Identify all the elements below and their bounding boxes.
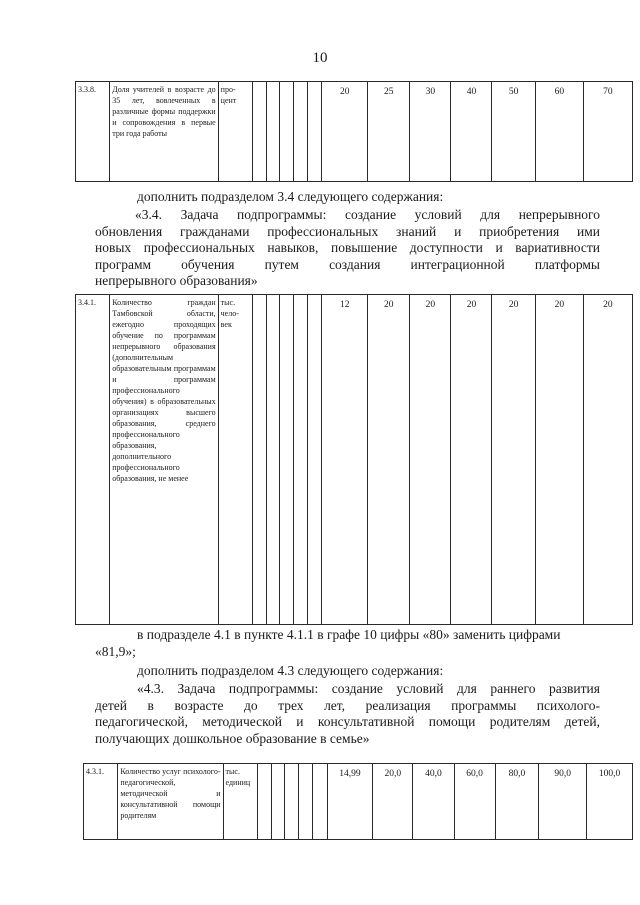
value-cell bbox=[266, 82, 280, 182]
value-cell: 25 bbox=[368, 82, 410, 182]
value-cell bbox=[293, 82, 307, 182]
value-cell bbox=[307, 295, 322, 625]
value-cell: 40 bbox=[451, 82, 492, 182]
text-line: детей в возрасте до трех лет, реализация программы психолого- bbox=[95, 697, 600, 713]
page-number: 10 bbox=[312, 50, 328, 66]
value-cell bbox=[252, 295, 266, 625]
value-cell: 60,0 bbox=[454, 764, 495, 840]
text-line: «81,9»; bbox=[95, 643, 136, 659]
value-cell bbox=[280, 82, 294, 182]
value-cell bbox=[271, 764, 285, 840]
value-cell bbox=[285, 764, 299, 840]
paragraph-subsection-3-4 bbox=[95, 207, 600, 290]
paragraph-subsection-4-3 bbox=[95, 681, 600, 747]
indicator-table-3-3-8 bbox=[75, 81, 633, 182]
unit-cell: тыс. единиц bbox=[223, 764, 257, 840]
row-code: 3.4.1. bbox=[76, 295, 110, 625]
value-cell bbox=[312, 764, 327, 840]
paragraph-subsection-4-1-change bbox=[95, 627, 600, 660]
text-line: педагогической, методической и консультативной помощи родителям детей, bbox=[95, 714, 600, 729]
value-cell: 60 bbox=[535, 82, 583, 182]
text-line: программ обучения путем создания интеграционной платформы bbox=[95, 256, 600, 272]
value-cell: 20,0 bbox=[373, 764, 413, 840]
text-line: получающих дошкольное образование в семье» bbox=[95, 730, 370, 746]
text-line: в подразделе 4.1 в пункте 4.1.1 в графе 10 цифры «80» заменить цифрами bbox=[137, 627, 561, 642]
indicator-name: Количество граждан Тамбовской области, ежегодно проходящих обучение по программам непрерывного образования (дополнительным образовательным программам и программам профессионального обучения) в образовательных организациях высшего образования, среднего профессионального образования, дополнительного профессионального образования, не менее bbox=[110, 295, 218, 625]
paragraph-add-subsection-4-3: дополнить подразделом 4.3 следующего содержания: bbox=[137, 663, 444, 678]
text-line: «3.4. Задача подпрограммы: создание условий для непрерывного bbox=[135, 207, 600, 222]
value-cell: 100,0 bbox=[587, 764, 633, 840]
value-cell bbox=[257, 764, 271, 840]
value-cell bbox=[307, 82, 322, 182]
value-cell bbox=[293, 295, 307, 625]
value-cell: 30 bbox=[410, 82, 451, 182]
paragraph-add-subsection-3-4: дополнить подразделом 3.4 следующего содержания: bbox=[137, 189, 444, 204]
unit-cell: тыс. чело-век bbox=[218, 295, 252, 625]
value-cell bbox=[299, 764, 313, 840]
value-cell: 20 bbox=[368, 295, 410, 625]
text-line: новых профессиональных навыков, повышение доступности и вариативности bbox=[95, 240, 600, 255]
indicator-name: Количество услуг психолого-педагогической, методической и консультативной помощи родителям bbox=[118, 764, 223, 840]
value-cell: 14,99 bbox=[327, 764, 373, 840]
indicator-table-4-3-1 bbox=[83, 763, 633, 840]
value-cell: 20 bbox=[410, 295, 451, 625]
indicator-name: Доля учителей в возрасте до 35 лет, вовлеченных в различные формы поддержки и сопровождения в первые три года работы bbox=[110, 82, 218, 182]
value-cell: 20 bbox=[451, 295, 492, 625]
value-cell: 70 bbox=[583, 82, 632, 182]
row-code: 3.3.8. bbox=[76, 82, 110, 182]
text-line: непрерывного образования» bbox=[95, 273, 258, 288]
value-cell bbox=[252, 82, 266, 182]
unit-cell: про-цент bbox=[218, 82, 252, 182]
value-cell: 80,0 bbox=[495, 764, 538, 840]
value-cell: 20 bbox=[322, 82, 368, 182]
row-code: 4.3.1. bbox=[84, 764, 118, 840]
indicator-table-3-4-1 bbox=[75, 294, 633, 625]
text-line: «4.3. Задача подпрограммы: создание условий для раннего развития bbox=[137, 681, 600, 696]
value-cell: 90,0 bbox=[539, 764, 587, 840]
value-cell: 20 bbox=[535, 295, 583, 625]
value-cell bbox=[266, 295, 280, 625]
value-cell: 20 bbox=[583, 295, 632, 625]
value-cell: 40,0 bbox=[413, 764, 454, 840]
value-cell: 50 bbox=[492, 82, 535, 182]
value-cell: 20 bbox=[492, 295, 535, 625]
value-cell: 12 bbox=[322, 295, 368, 625]
value-cell bbox=[280, 295, 294, 625]
text-line: обновления гражданами профессиональных знаний и приобретения ими bbox=[95, 223, 600, 239]
